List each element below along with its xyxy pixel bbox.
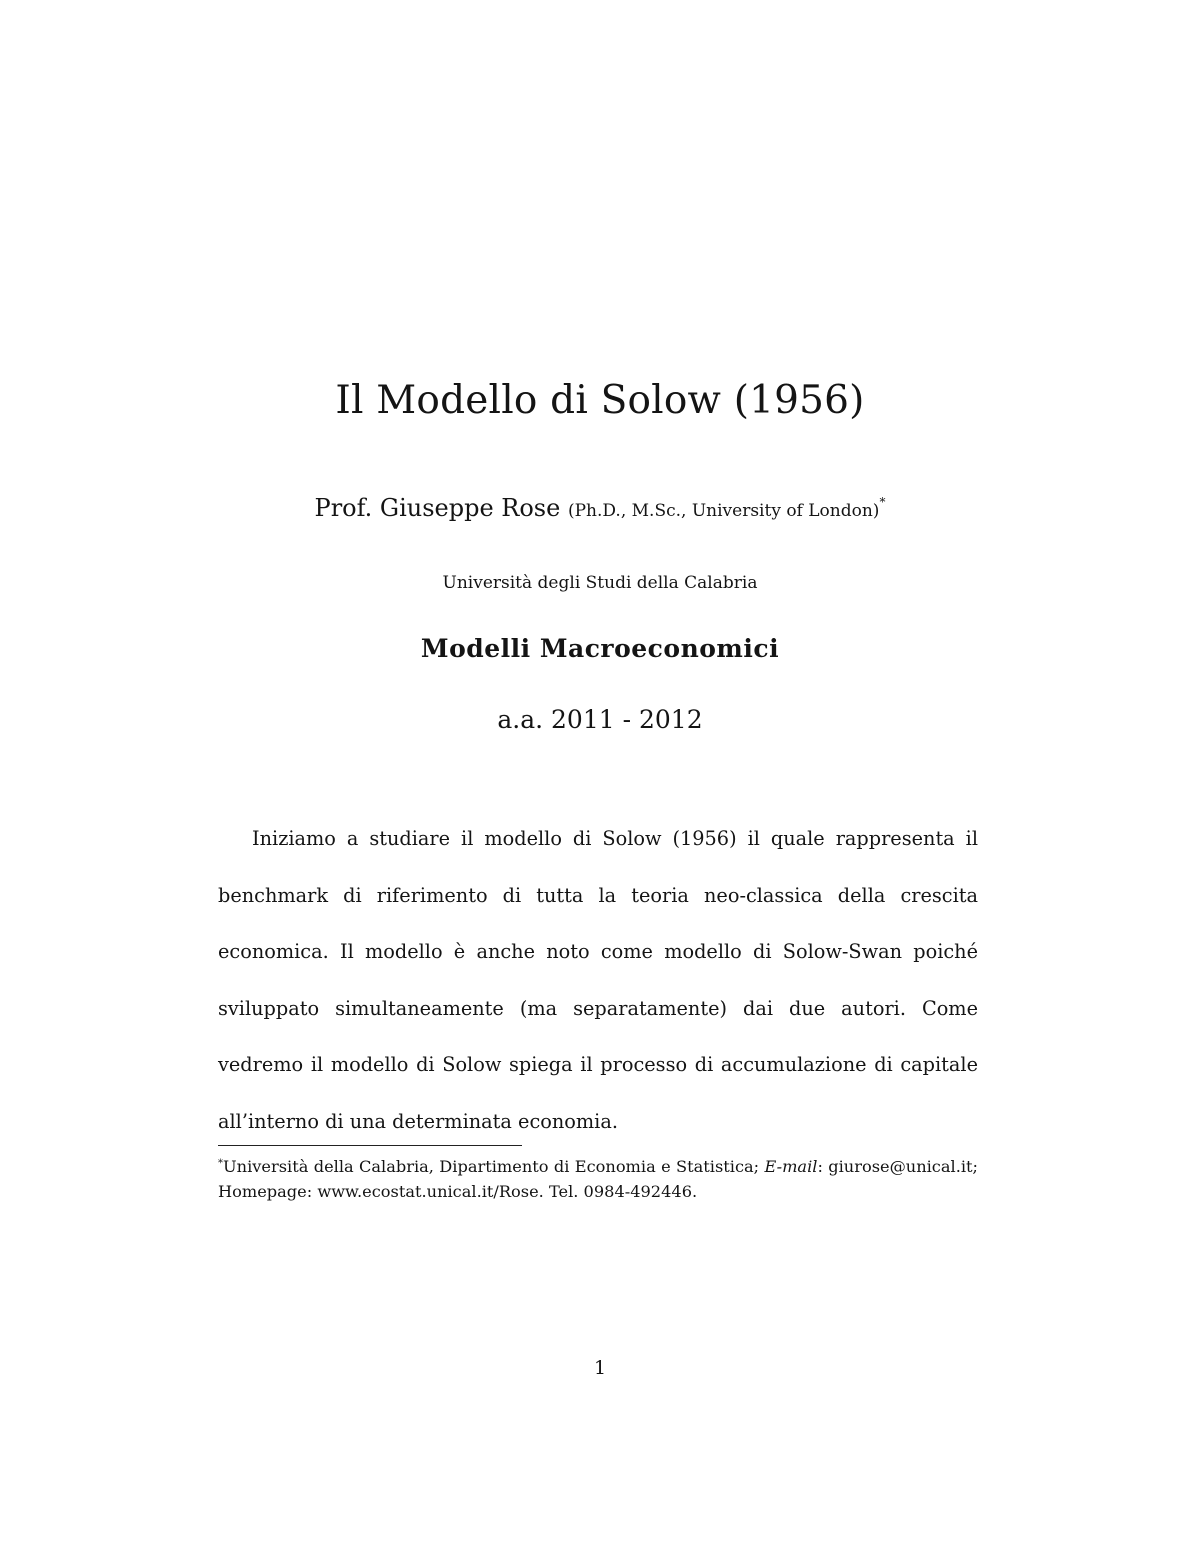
page-number: 1 [593,1357,607,1379]
footnote [218,1151,978,1204]
author-name: Prof. Giuseppe Rose [314,494,561,522]
footnote-affiliation: Università della Calabria, Dipartimento di Economia e Statistica; [223,1157,760,1176]
document-title: Il Modello di Solow (1956) [335,378,865,423]
footnote-email-label: E-mail [764,1157,818,1176]
course-title: Modelli Macroeconomici [420,634,780,663]
intro-paragraph: Iniziamo a studiare il modello di Solow (1956) il quale rappresenta il benchmark di riferimento di tutta la teoria neo-classica della crescita economica. Il modello è anche noto come modello di Solow-Swan poiché sviluppato simultaneamente (ma separatamente) dai due autori. Come vedremo il modello di Solow spiega il processo di accumulazione di capitale all’interno di una determinata economia. [218,827,978,1133]
academic-year: a.a. 2011 - 2012 [497,705,703,734]
author-credentials: (Ph.D., M.Sc., University of London) [567,501,880,521]
footnote-mark: * [218,1158,223,1169]
university-name: Università degli Studi della Calabria [442,573,758,593]
footnote-divider [218,1145,522,1146]
author-line [0,494,1200,522]
footnote-contact: : giurose@unical.it; Homepage: www.ecostat.unical.it/Rose. Tel. 0984-492446. [218,1157,978,1201]
author-footnote-mark: * [879,495,886,509]
